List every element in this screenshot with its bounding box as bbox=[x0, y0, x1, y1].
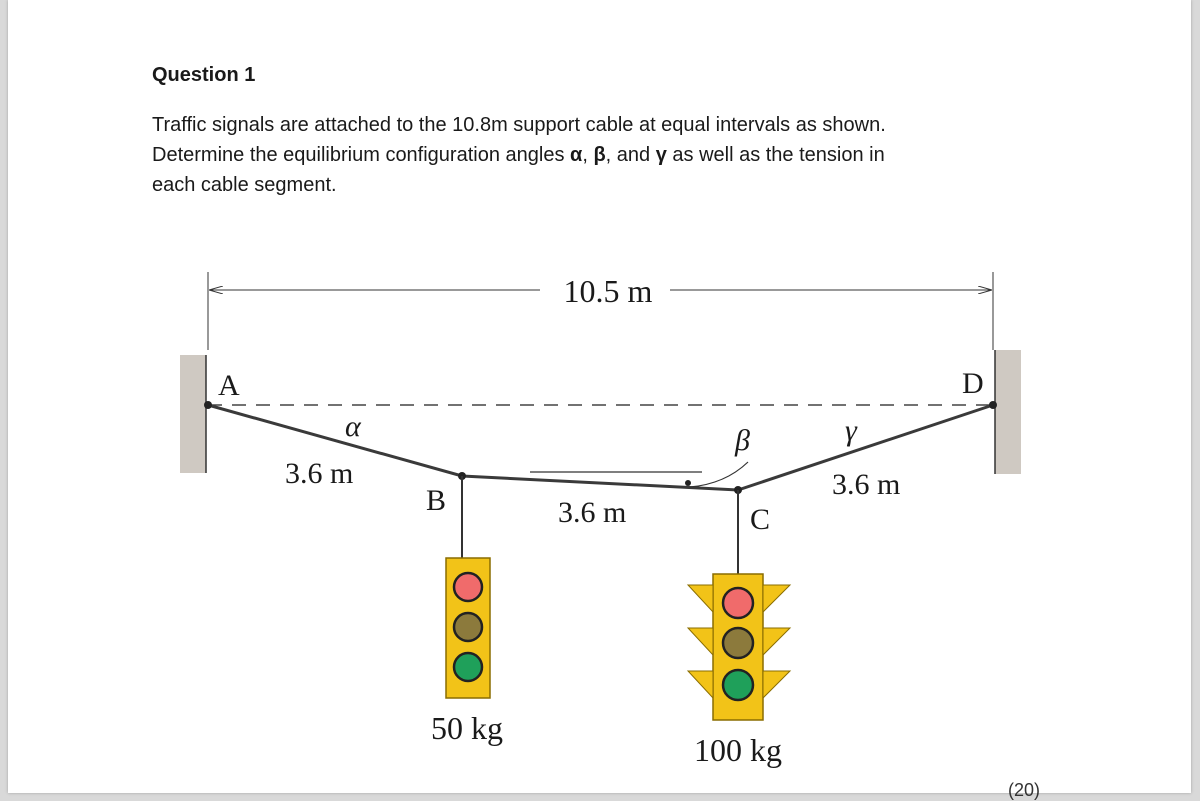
beta-symbol: β bbox=[593, 144, 606, 166]
left-wall bbox=[180, 355, 206, 473]
text-segment: as well as the tension in bbox=[666, 144, 885, 166]
text-segment: Determine the equilibrium configuration angles bbox=[152, 144, 571, 166]
alpha-symbol: α bbox=[570, 144, 583, 166]
segment-bc-label: 3.6 m bbox=[558, 496, 627, 529]
segment-ab-label: 3.6 m bbox=[285, 457, 354, 490]
mass-c-label: 100 kg bbox=[694, 732, 782, 768]
point-b-label: B bbox=[426, 484, 447, 517]
signal-b-amber-light bbox=[454, 613, 482, 641]
beta-arc bbox=[690, 462, 748, 487]
text-segment: , bbox=[582, 144, 594, 166]
question-title: Question 1 bbox=[152, 64, 256, 86]
right-wall-shading bbox=[995, 350, 1021, 474]
question-text-line-3: each cable segment. bbox=[152, 174, 337, 196]
point-a-label: A bbox=[218, 369, 240, 402]
signal-c-amber-light bbox=[723, 628, 753, 658]
signal-c-visor bbox=[688, 671, 713, 698]
signal-c-visor bbox=[688, 628, 713, 655]
right-wall bbox=[995, 350, 1021, 474]
signal-c-green-light bbox=[723, 670, 753, 700]
signal-c-visor bbox=[763, 671, 790, 698]
points-label: (20) bbox=[1008, 780, 1041, 800]
traffic-signal-c bbox=[688, 574, 790, 720]
span-dimension bbox=[208, 272, 993, 350]
point-d-dot bbox=[989, 401, 997, 409]
signal-b-green-light bbox=[454, 653, 482, 681]
angle-beta-label: β bbox=[735, 424, 750, 457]
beta-pivot-dot bbox=[685, 480, 691, 486]
traffic-signal-b bbox=[446, 558, 490, 698]
signal-c-visor bbox=[763, 585, 790, 612]
segment-cd-label: 3.6 m bbox=[832, 468, 901, 501]
point-d-label: D bbox=[962, 367, 984, 400]
point-a-dot bbox=[204, 401, 212, 409]
signal-b-red-light bbox=[454, 573, 482, 601]
left-wall-shading bbox=[180, 355, 206, 473]
point-c-label: C bbox=[750, 503, 771, 536]
span-label: 10.5 m bbox=[563, 273, 653, 309]
signal-c-visor bbox=[688, 585, 713, 612]
question-text-line-1: Traffic signals are attached to the 10.8m support cable at equal intervals as shown. bbox=[152, 114, 886, 136]
text-segment: , and bbox=[605, 144, 656, 166]
gamma-symbol: γ bbox=[655, 144, 667, 166]
signal-c-red-light bbox=[723, 588, 753, 618]
angle-gamma-label: γ bbox=[845, 414, 857, 447]
beta-angle-indicator bbox=[530, 462, 748, 487]
mass-b-label: 50 kg bbox=[431, 710, 503, 746]
signal-c-visor bbox=[763, 628, 790, 655]
angle-alpha-label: α bbox=[345, 410, 361, 443]
